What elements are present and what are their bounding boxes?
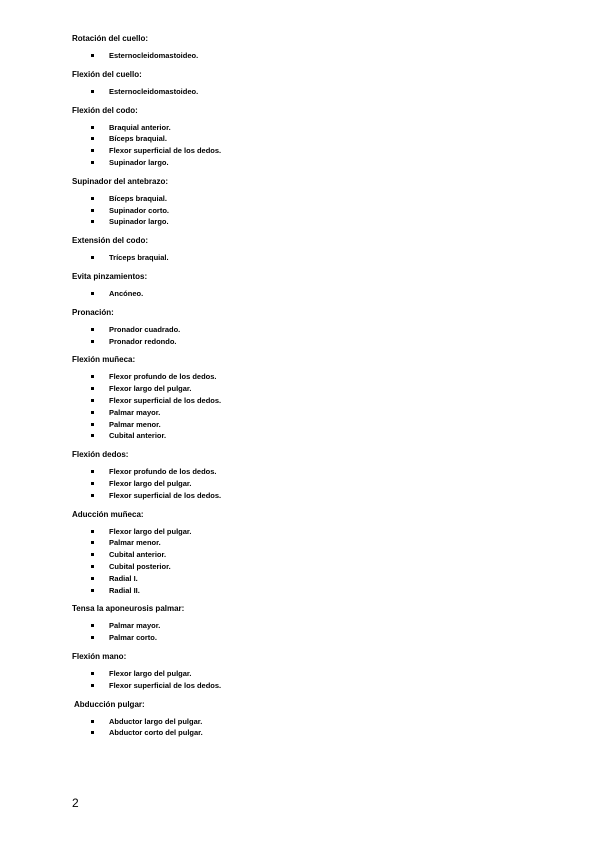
item-list [72,252,542,264]
bullet-icon [91,541,94,544]
list-item-text: Flexor superficial de los dedos. [109,395,222,405]
list-item-text: Radial I. [109,573,138,583]
item-list [72,668,542,692]
list-item-text: Palmar menor. [109,538,161,548]
list-item [72,537,542,549]
list-item-text: Braquial anterior. [109,122,171,132]
section-heading: Rotación del cuello: [72,34,149,43]
bullet-icon [91,292,94,295]
list-item-text: Cubital anterior. [109,431,167,441]
list-item [72,122,542,134]
bullet-icon [91,340,94,343]
list-item-text: Ancóneo. [109,288,144,298]
list-item-text: Flexor largo del pulgar. [109,478,192,488]
list-item [72,466,542,478]
bullet-icon [91,411,94,414]
list-item [72,50,542,62]
bullet-icon [91,720,94,723]
list-item [72,252,542,264]
list-item-text: Radial II. [109,585,140,595]
list-item-text: Palmar mayor. [109,407,161,417]
list-item [72,288,542,300]
list-item-text: Esternocleidomastoideo. [109,86,199,96]
bullet-icon [91,423,94,426]
bullet-icon [91,149,94,152]
section-heading: Evita pinzamientos: [72,271,148,281]
section-flexion-mano [72,651,542,692]
list-item [72,407,542,419]
list-item [72,727,542,739]
item-list [72,620,542,644]
list-item [72,86,542,98]
list-item [72,585,542,597]
section-supinador-antebrazo [72,176,542,228]
section-abduccion-pulgar [72,699,542,740]
section-flexion-muneca [72,354,542,442]
list-item-text: Flexor largo del pulgar. [109,384,192,394]
list-item-text: Abductor corto del pulgar. [109,728,203,738]
item-list [72,716,542,740]
bullet-icon [91,161,94,164]
item-list [72,324,542,348]
list-item-text: Esternocleidomastoideo. [109,51,199,60]
section-pronacion [72,307,542,348]
list-item [72,668,542,680]
section-heading: Abducción pulgar: [74,699,145,709]
list-item-text: Pronador cuadrado. [109,324,181,334]
section-heading: Flexión mano: [72,651,127,661]
bullet-icon [91,624,94,627]
bullet-icon [91,684,94,687]
list-item-text: Flexor profundo de los dedos. [109,372,217,382]
bullet-icon [91,137,94,140]
list-item [72,430,542,442]
bullet-icon [91,530,94,533]
item-list [72,288,542,300]
item-list [72,193,542,228]
bullet-icon [91,375,94,378]
bullet-icon [91,589,94,592]
section-heading: Flexión del cuello: [72,69,142,79]
list-item-text: Flexor largo del pulgar. [109,526,192,536]
bullet-icon [91,636,94,639]
bullet-icon [91,494,94,497]
list-item-text: Tríceps braquial. [109,253,169,263]
bullet-icon [91,399,94,402]
bullet-icon [91,565,94,568]
bullet-icon [91,197,94,200]
list-item [72,561,542,573]
list-item [72,205,542,217]
list-item [72,716,542,728]
list-item-text: Supinador corto. [109,205,169,215]
list-item-text: Flexor superficial de los dedos. [109,680,222,690]
section-evita-pinzamientos [72,271,542,300]
bullet-icon [91,434,94,437]
list-item [72,478,542,490]
page-content [72,33,542,746]
list-item [72,620,542,632]
bullet-icon [91,90,94,93]
section-aduccion-muneca [72,509,542,597]
list-item-text: Abductor largo del pulgar. [109,716,203,726]
item-list [72,122,542,169]
bullet-icon [91,126,94,129]
list-item-text: Pronador redondo. [109,336,177,346]
item-list [72,466,542,501]
list-item-text: Palmar mayor. [109,621,161,631]
bullet-icon [91,482,94,485]
section-rotacion-cuello [72,33,542,62]
list-item [72,490,542,502]
list-item [72,133,542,145]
bullet-icon [91,54,94,57]
section-heading: Tensa la aponeurosis palmar: [72,604,185,614]
section-heading: Aducción muñeca: [72,509,144,519]
list-item-text: Bíceps braquial. [109,134,167,144]
section-extension-codo [72,235,542,264]
list-item [72,395,542,407]
list-item-text: Bíceps braquial. [109,193,167,203]
list-item-text: Flexor superficial de los dedos. [109,146,222,156]
section-heading: Extensión del codo: [72,236,149,246]
list-item [72,216,542,228]
list-item-text: Cubital anterior. [109,550,167,560]
item-list [72,86,542,98]
section-tensa-aponeurosis [72,603,542,644]
bullet-icon [91,672,94,675]
section-heading: Supinador del antebrazo: [72,176,169,186]
list-item-text: Palmar menor. [109,419,161,429]
bullet-icon [91,220,94,223]
section-heading: Pronación: [72,307,114,317]
item-list [72,526,542,597]
section-heading: Flexión del codo: [72,105,138,115]
bullet-icon [91,387,94,390]
list-item-text: Flexor largo del pulgar. [109,668,192,678]
list-item [72,383,542,395]
bullet-icon [91,328,94,331]
bullet-icon [91,470,94,473]
list-item [72,526,542,538]
bullet-icon [91,553,94,556]
item-list [72,371,542,442]
list-item [72,632,542,644]
list-item [72,324,542,336]
item-list [72,50,542,62]
list-item [72,573,542,585]
bullet-icon [91,731,94,734]
section-flexion-cuello [72,69,542,98]
bullet-icon [91,209,94,212]
list-item-text: Flexor superficial de los dedos. [109,490,222,500]
list-item [72,145,542,157]
list-item [72,193,542,205]
list-item-text: Supinador largo. [109,217,169,227]
list-item-text: Flexor profundo de los dedos. [109,467,217,477]
bullet-icon [91,256,94,259]
list-item [72,336,542,348]
list-item [72,549,542,561]
page-number: 2 [72,796,79,810]
list-item-text: Cubital posterior. [109,561,171,571]
section-flexion-dedos [72,449,542,501]
section-heading: Flexión dedos: [72,450,129,460]
bullet-icon [91,577,94,580]
list-item [72,157,542,169]
list-item [72,419,542,431]
list-item-text: Supinador largo. [109,157,169,167]
list-item-text: Palmar corto. [109,633,157,643]
list-item [72,680,542,692]
section-flexion-codo [72,105,542,169]
section-heading: Flexión muñeca: [72,355,136,365]
list-item [72,371,542,383]
